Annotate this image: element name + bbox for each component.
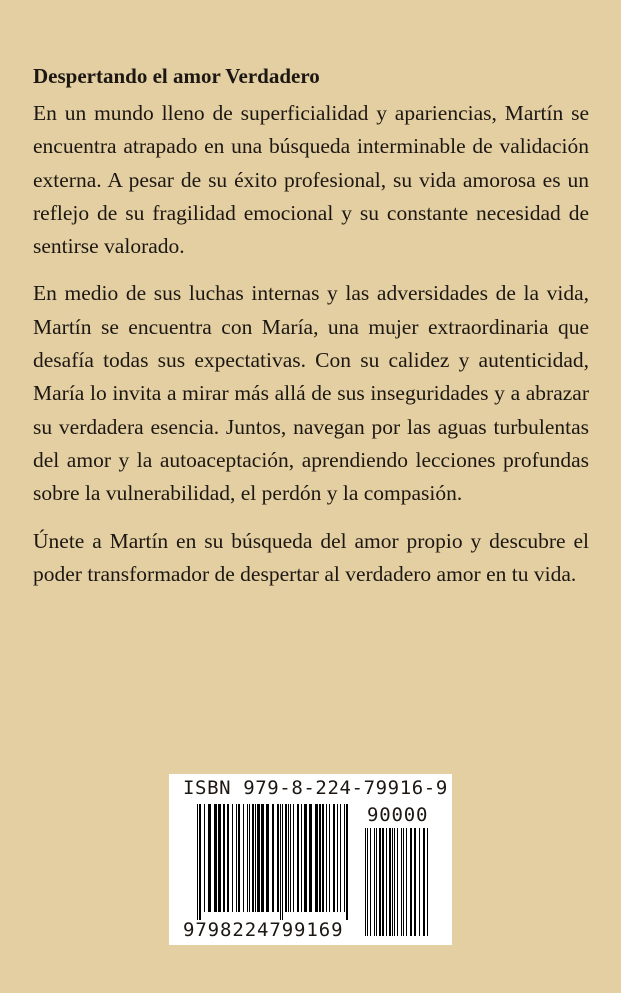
- addon-barcode-bars-icon: [365, 828, 429, 936]
- back-cover-text: [33, 61, 589, 605]
- isbn-label: ISBN 979-8-224-79916-9: [183, 777, 448, 799]
- ean-digits: 9798224799169: [183, 919, 344, 941]
- synopsis-paragraph-3: Únete a Martín en su búsqueda del amor propio y descubre el poder transformador de despertar al verdadero amor en tu vida.: [33, 528, 589, 586]
- barcode-bars-icon: [197, 804, 351, 920]
- price-addon-code: 90000: [367, 804, 429, 826]
- isbn-barcode: [169, 774, 452, 945]
- synopsis-paragraph-1: En un mundo lleno de superficialidad y apariencias, Martín se encuentra atrapado en una búsqueda interminable de validación externa. A pesar de su éxito profesional, su vida amorosa es un reflejo de su fragilidad emocional y su constante necesidad de sentirse valorado.: [33, 101, 589, 259]
- book-title: Despertando el amor Verdadero: [33, 64, 320, 88]
- synopsis-paragraph-2: En medio de sus luchas internas y las adversidades de la vida, Martín se encuentra con María, una mujer extraordinaria que desafía todas sus expectativas. Con su calidez y autenticidad, María lo invita a mirar más allá de sus inseguridades y a abrazar su verdadera esencia. Juntos, navegan por las aguas turbulentas del amor y la autoaceptación, aprendiendo lecciones profundas sobre la vulnerabilidad, el perdón y la compasión.: [33, 281, 589, 506]
